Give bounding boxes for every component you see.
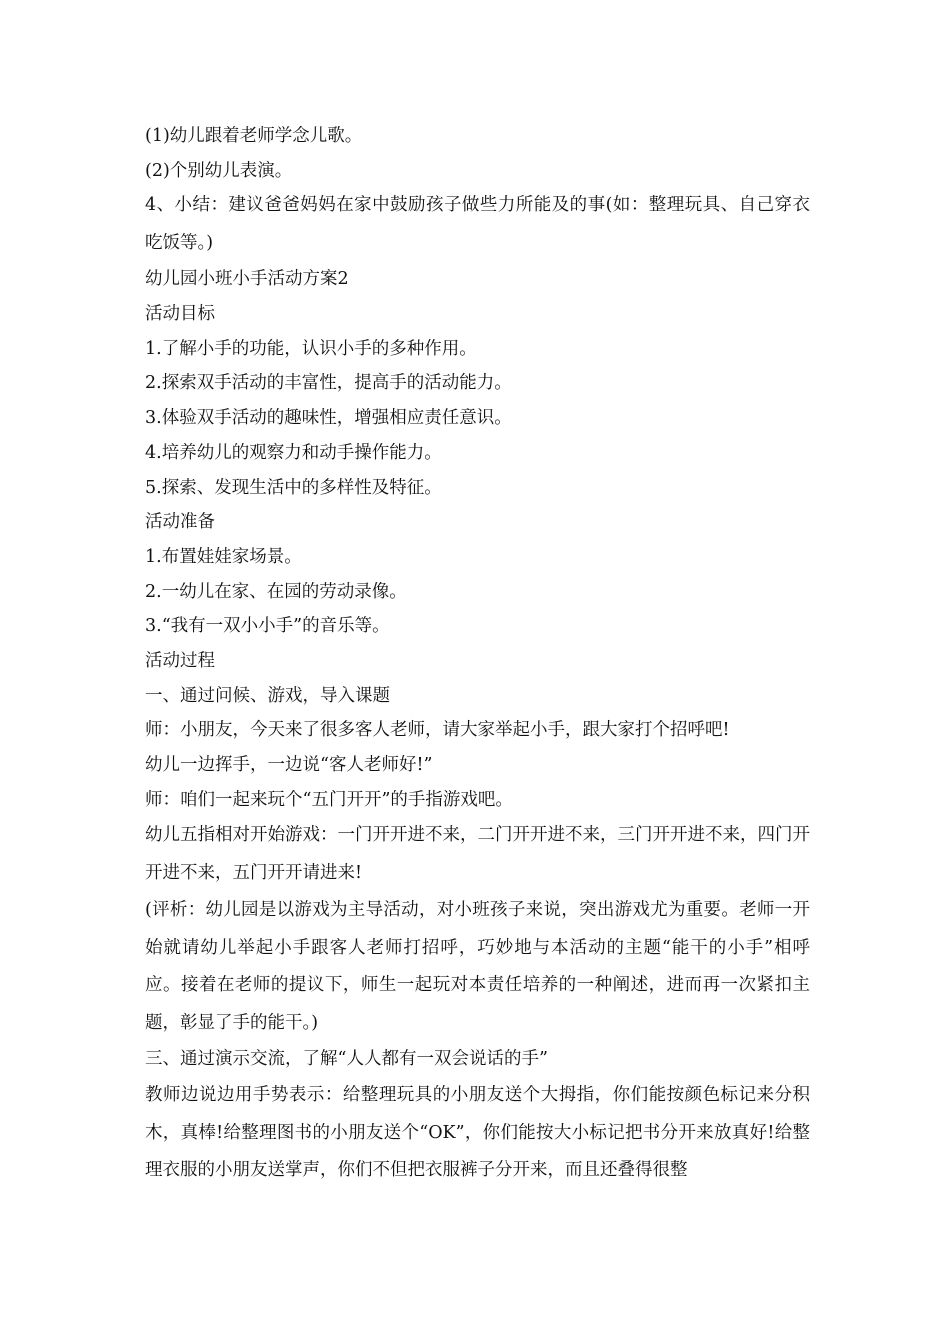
paragraph: (评析：幼儿园是以游戏为主导活动，对小班孩子来说，突出游戏尤为重要。老师一开始就请幼儿举起小手跟客人老师打招呼，巧妙地与本活动的主题“能干的小手”相呼应。接着在老师的提议下，师生一起玩对本责任培养的一种阐述，进而再一次紧扣主题，彰显了手的能干。): [145, 900, 810, 1033]
heading: 活动准备: [145, 512, 215, 533]
text-line: 师：咱们一起来玩个“五门开开”的手指游戏吧。: [145, 789, 513, 810]
list-item: 2.一幼儿在家、在园的劳动录像。: [145, 581, 407, 602]
text-line: 幼儿一边挥手，一边说“客人老师好!”: [145, 755, 433, 775]
list-item: 3.“我有一双小小手”的音乐等。: [145, 616, 390, 637]
list-item: 5.探索、发现生活中的多样性及特征。: [145, 477, 442, 498]
heading: 活动过程: [145, 650, 215, 671]
paragraph: 教师边说边用手势表示：给整理玩具的小朋友送个大拇指，你们能按颜色标记来分积木，真棒!给整理图书的小朋友送个“OK”，你们能按大小标记把书分开来放真好!给整理衣服的小朋友送掌声，你们不但把衣服裤子分开来，而且还叠得很整: [145, 1085, 810, 1181]
subheading: 三、通过演示交流，了解“人人都有一双会说话的手”: [145, 1049, 548, 1070]
document-body: [145, 119, 810, 1190]
text-line: 师：小朋友，今天来了很多客人老师，请大家举起小手，跟大家打个招呼吧!: [145, 720, 730, 741]
list-item: 3.体验双手活动的趣味性，增强相应责任意识。: [145, 408, 512, 429]
text-line: (1)幼儿跟着老师学念儿歌。: [145, 126, 363, 146]
section-title: 幼儿园小班小手活动方案2: [145, 269, 349, 290]
subheading: 一、通过问候、游戏，导入课题: [145, 685, 390, 706]
text-line: (2)个别幼儿表演。: [145, 160, 293, 181]
list-item: 1.了解小手的功能，认识小手的多种作用。: [145, 338, 477, 359]
paragraph: 4、小结：建议爸爸妈妈在家中鼓励孩子做些力所能及的事(如：整理玩具、自己穿衣吃饭等。): [145, 195, 810, 253]
heading: 活动目标: [145, 304, 215, 325]
list-item: 2.探索双手活动的丰富性，提高手的活动能力。: [145, 373, 512, 394]
paragraph: 幼儿五指相对开始游戏：一门开开进不来，二门开开进不来，三门开开进不来，四门开开进不来，五门开开请进来!: [145, 825, 810, 883]
list-item: 1.布置娃娃家场景。: [145, 546, 302, 567]
list-item: 4.培养幼儿的观察力和动手操作能力。: [145, 442, 442, 463]
